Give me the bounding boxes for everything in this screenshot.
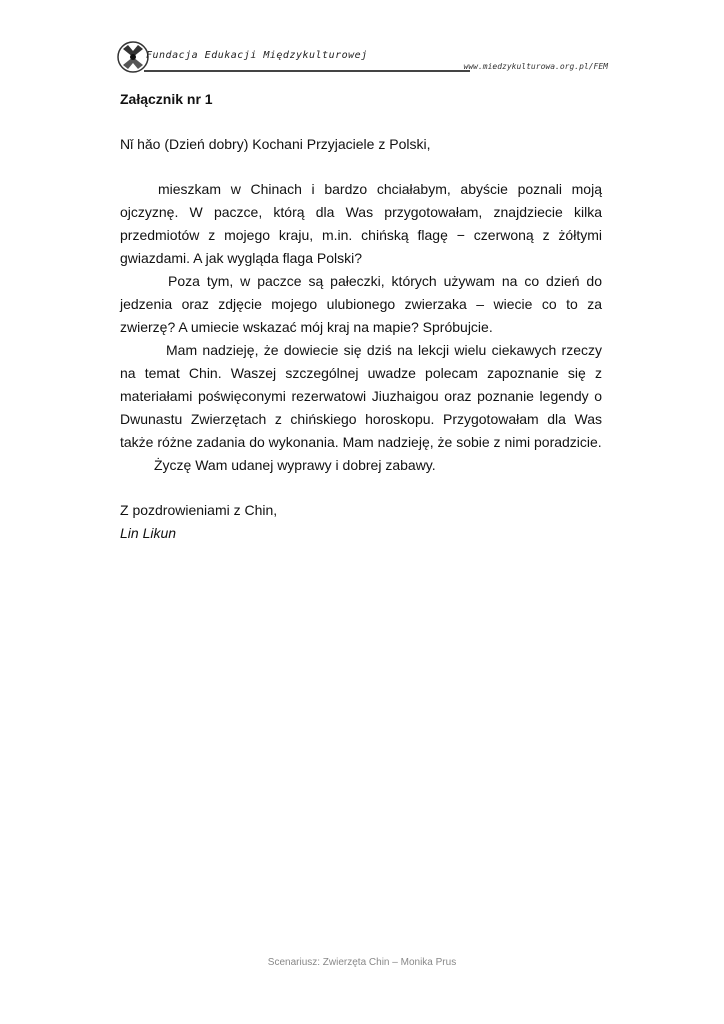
header-divider	[144, 70, 470, 72]
letter-greeting: Nǐ hǎo (Dzień dobry) Kochani Przyjaciele z Polski,	[120, 136, 431, 152]
letter-paragraph: Poza tym, w paczce są pałeczki, których używam na co dzień do jedzenia oraz zdjęcie mojego ulubionego zwierzaka – wiecie co to za zwierzę? A umiecie wskazać mój kraj na mapie? Spróbujcie.	[120, 273, 602, 335]
letter-closing: Z pozdrowieniami z Chin,	[120, 502, 278, 518]
org-name: Fundacja Edukacji Międzykulturowej	[146, 50, 368, 61]
header-url: www.miedzykulturowa.org.pl/FEM	[463, 62, 608, 71]
page-footer: Scenariusz: Zwierzęta Chin – Monika Prus	[267, 957, 457, 968]
letter-paragraph: Mam nadzieję, że dowiecie się dziś na lekcji wielu ciekawych rzeczy na temat Chin. Waszej szczególnej uwadze polecam zapoznanie się z materiałami poświęconymi rezerwatowi Jiuzhaigou oraz poznanie legendy o Dwunastu Zwierzętach z chińskiego horoskopu. Przygotowałam dla Was także różne zadania do wykonania. Mam nadzieję, że sobie z nimi poradzicie.	[120, 342, 602, 450]
page-header	[116, 36, 608, 78]
letter-signature: Lin Likun	[120, 525, 177, 541]
fem-logo-icon	[116, 40, 150, 74]
letter-body	[120, 88, 602, 545]
letter-paragraph: mieszkam w Chinach i bardzo chciałabym, abyście poznali moją ojczyznę. W paczce, którą dla Was przygotowałam, znajdziecie kilka przedmiotów z mojego kraju, m.in. chińską flagę − czerwoną z żółtymi gwiazdami. A jak wygląda flaga Polski?	[120, 181, 602, 266]
attachment-title: Załącznik nr 1	[120, 91, 213, 107]
letter-paragraph: Życzę Wam udanej wyprawy i dobrej zabawy.	[154, 457, 436, 473]
